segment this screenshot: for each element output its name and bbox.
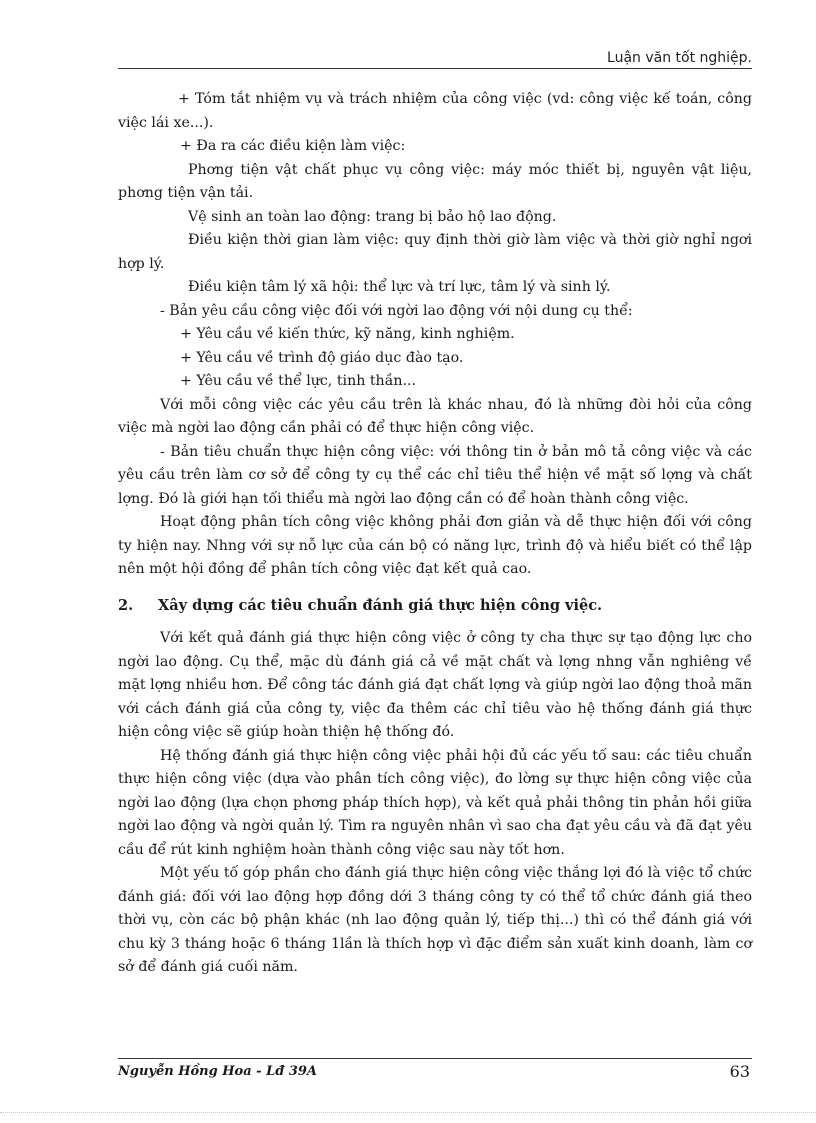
- paragraph: Một yếu tố góp phần cho đánh giá thực hiện công việc thắng lợi đó là việc tổ chức đánh giá: đối với lao động hợp đồng dới 3 tháng công ty có thể tổ chức đánh giá theo thời vụ, còn các bộ phận khác (nh lao động quản lý, tiếp thị...) thì có thể đánh giá với chu kỳ 3 tháng hoặc 6 tháng 1lần là thích hợp vì đặc điểm sản xuất kinh doanh, làm cơ sở để đánh giá cuối năm.: [118, 865, 752, 975]
- footer-rule: [118, 1058, 752, 1059]
- paragraph: - Bản yêu cầu công việc đối với ngời lao động với nội dung cụ thể:: [160, 302, 633, 319]
- header-rule: [118, 68, 752, 69]
- paragraph: + Tóm tắt nhiệm vụ và trách nhiệm của công việc (vd: công việc kế toán, công việc lái xe...).: [118, 91, 752, 131]
- running-header: Luận văn tốt nghiệp.: [607, 50, 752, 66]
- paragraph: - Bản tiêu chuẩn thực hiện công việc: với thông tin ở bản mô tả công việc và các yêu cầu trên làm cơ sở để công ty cụ thể các chỉ tiêu thể hiện về mặt số lợng và chất lợng. Đó là giới hạn tối thiểu mà ngời lao động cần có để hoàn thành công việc.: [118, 443, 752, 507]
- paragraph: + Đa ra các điều kiện làm việc:: [180, 138, 406, 154]
- paragraph: + Yêu cầu về kiến thức, kỹ năng, kinh nghiệm.: [180, 326, 515, 342]
- page-edge-divider: [0, 1112, 816, 1113]
- paragraph: Với kết quả đánh giá thực hiện công việc ở công ty cha thực sự tạo động lực cho ngời lao động. Cụ thể, mặc dù đánh giá cả về mặt chất và lợng nhng vẫn nghiêng về mặt lợng nhiều hơn. Để công tác đánh giá đạt chất lợng và giúp ngời lao động thoả mãn với cách đánh giá của công ty, việc đa thêm các chỉ tiêu vào hệ thống đánh giá thực hiện công việc sẽ giúp hoàn thiện hệ thống đó.: [118, 630, 752, 740]
- paragraph: Điều kiện thời gian làm việc: quy định thời giờ làm việc và thời giờ nghỉ ngơi hợp lý.: [118, 232, 752, 272]
- paragraph: + Yêu cầu về trình độ giáo dục đào tạo.: [180, 349, 464, 366]
- paragraph: Hoạt động phân tích công việc không phải đơn giản và dễ thực hiện đối với công ty hiện nay. Nhng với sự nỗ lực của cán bộ có năng lực, trình độ và hiểu biết có thể lập nên một hội đồng để phân tích công việc đạt kết quả cao.: [118, 514, 752, 577]
- paragraph: Với mỗi công việc các yêu cầu trên là khác nhau, đó là những đòi hỏi của công việc mà ngời lao động cần phải có để thực hiện công việc.: [118, 396, 752, 436]
- section-title: Xây dựng các tiêu chuẩn đánh giá thực hiện công việc.: [158, 596, 603, 614]
- paragraph: Hệ thống đánh giá thực hiện công việc phải hội đủ các yếu tố sau: các tiêu chuẩn thực hiện công việc (dựa vào phân tích công việc), đo lờng sự thực hiện công việc của ngời lao động (lựa chọn phơng pháp thích hợp), và kết quả phải thông tin phản hồi giữa ngời lao động và ngời quản lý. Tìm ra nguyên nhân vì sao cha đạt yêu cầu và đã đạt yêu cầu để rút kinh nghiệm hoàn thành công việc sau này tốt hơn.: [118, 747, 752, 858]
- page-number: 63: [729, 1062, 750, 1081]
- footer-author: Nguyễn Hồng Hoa - Lđ 39A: [118, 1064, 318, 1079]
- paragraph: Phơng tiện vật chất phục vụ công việc: máy móc thiết bị, nguyên vật liệu, phơng tiện vận tải.: [118, 161, 752, 201]
- paragraph: Vệ sinh an toàn lao động: trang bị bảo hộ lao động.: [188, 208, 557, 225]
- paragraph: Điều kiện tâm lý xã hội: thể lực và trí lực, tâm lý và sinh lý.: [188, 279, 611, 295]
- paragraph: + Yêu cầu về thể lực, tinh thần...: [180, 373, 417, 389]
- document-body: [118, 88, 752, 980]
- section-heading: [118, 594, 752, 618]
- section-number: 2.: [118, 596, 134, 614]
